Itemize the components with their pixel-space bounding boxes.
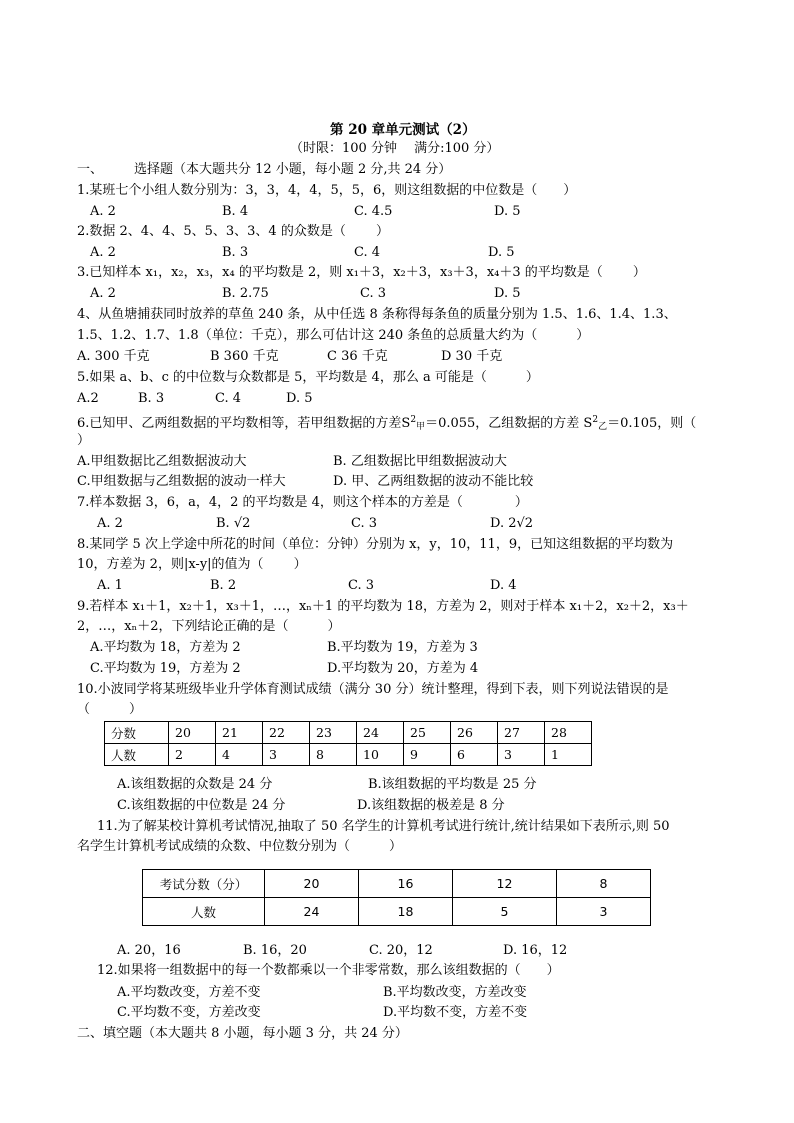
section-2-title: 二、填空题（本大题共 8 小题，每小题 3 分，共 24 分）	[77, 1026, 408, 1041]
q7-option-b: B. √2	[216, 516, 251, 531]
table-cell: 6	[451, 744, 498, 766]
table-row	[105, 744, 592, 766]
question-12-stem: 12.如果将一组数据中的每一个数都乘以一个非零常数，那么该组数据的（ ）	[97, 963, 560, 978]
table-cell: 8	[557, 870, 651, 898]
q4-option-a: A. 300 千克	[77, 349, 150, 364]
question-8-line1: 8.某同学 5 次上学途中所花的时间（单位：分钟）分别为 x，y，10，11，9，已知这组数据的平均数为	[77, 537, 674, 552]
q1-option-a: A. 2	[90, 204, 116, 219]
q10-option-c: C.该组数据的中位数是 24 分	[117, 798, 286, 813]
table-cell: 9	[404, 744, 451, 766]
q2-option-a: A. 2	[90, 245, 116, 260]
table-cell: 20	[169, 722, 216, 744]
question-5-stem: 5.如果 a、b、c 的中位数与众数都是 5，平均数是 4，那么 a 可能是（ ）	[77, 370, 539, 385]
question-9-line1: 9.若样本 x₁＋1，x₂＋1，x₃＋1，…，xₙ＋1 的平均数为 18，方差为 2，则对于样本 x₁＋2，x₂＋2，x₃＋	[77, 599, 689, 614]
q9-option-d: D.平均数为 20，方差为 4	[327, 661, 479, 676]
question-2-stem: 2.数据 2、4、4、5、5、3、3、4 的众数是（ ）	[77, 224, 389, 239]
question-9-line2: 2，…，xₙ＋2，下列结论正确的是（ ）	[77, 619, 341, 634]
q9-option-a: A.平均数为 18，方差为 2	[90, 640, 241, 655]
table-cell: 3	[263, 744, 310, 766]
table-cell: 22	[263, 722, 310, 744]
table-cell: 8	[310, 744, 357, 766]
q6-stem-part-a: 6.已知甲、乙两组数据的平均数相等，若甲组数据的方差	[77, 416, 402, 431]
q5-option-d: D. 5	[286, 391, 313, 406]
table-cell: 5	[453, 898, 557, 926]
question-4-line2: 1.5、1.2、1.7、1.8（单位：千克），那么可估计这 240 条鱼的总质量大约为（ ）	[77, 328, 590, 343]
table-row	[143, 870, 651, 898]
table-cell: 24	[265, 898, 359, 926]
q1-option-d: D. 5	[494, 204, 521, 219]
question-10-line1: 10.小波同学将某班级毕业升学体育测试成绩（满分 30 分）统计整理，得到下表，则下列说法错误的是	[77, 682, 669, 697]
q8-option-a: A. 1	[97, 578, 123, 593]
table-cell: 26	[451, 722, 498, 744]
q11-option-c: C. 20，12	[369, 943, 433, 958]
q12-option-c: C.平均数不变，方差改变	[117, 1005, 261, 1020]
q10-option-a: A.该组数据的众数是 24 分	[117, 777, 273, 792]
q9-option-c: C.平均数为 19，方差为 2	[90, 661, 241, 676]
section-title: 选择题（本大题共分 12 小题，每小题 2 分,共 24 分）	[134, 162, 452, 177]
q6-option-b: B. 乙组数据比甲组数据波动大	[333, 454, 507, 469]
question-6-stem	[77, 411, 696, 436]
q6-close-paren: ）	[77, 433, 91, 448]
q2-option-d: D. 5	[488, 245, 515, 260]
table-row	[143, 898, 651, 926]
q8-option-c: C. 3	[348, 578, 375, 593]
table-cell: 23	[310, 722, 357, 744]
q9-option-b: B.平均数为 19，方差为 3	[327, 640, 478, 655]
question-3-stem: 3.已知样本 x₁，x₂，x₃，x₄ 的平均数是 2，则 x₁＋3，x₂＋3，x₃＋3，x₄＋3 的平均数是（ ）	[77, 265, 646, 280]
q7-option-d: D. 2√2	[490, 516, 534, 531]
question-4-line1: 4、从鱼塘捕获同时放养的草鱼 240 条，从中任选 8 条称得每条鱼的质量分别为 1.5、1.6、1.4、1.3、	[77, 307, 677, 322]
q6-option-a: A.甲组数据比乙组数据波动大	[77, 454, 247, 469]
q3-option-d: D. 5	[494, 286, 521, 301]
table-cell: 18	[359, 898, 453, 926]
table-cell: 2	[169, 744, 216, 766]
q5-option-c: C. 4	[215, 391, 242, 406]
table-cell: 24	[357, 722, 404, 744]
q3-option-c: C. 3	[360, 286, 387, 301]
score-table-q11	[142, 869, 651, 926]
question-7-stem: 7.样本数据 3，6，a，4，2 的平均数是 4，则这个样本的方差是（ ）	[77, 495, 528, 510]
row-header: 人数	[143, 898, 265, 926]
q4-option-d: D 30 千克	[441, 349, 503, 364]
q5-option-b: B. 3	[138, 391, 165, 406]
q6-stem-part-c: ＝0.105，则（	[607, 416, 697, 431]
q12-option-a: A.平均数改变，方差不变	[117, 985, 261, 1000]
q6-option-d: D. 甲、乙两组数据的波动不能比较	[333, 474, 534, 489]
q10-option-d: D.该组数据的极差是 8 分	[357, 798, 505, 813]
q4-option-c: C 36 千克	[327, 349, 388, 364]
q8-option-b: B. 2	[210, 578, 237, 593]
question-8-line2: 10，方差为 2，则|x-y|的值为（ ）	[77, 557, 307, 572]
q3-option-b: B. 2.75	[222, 286, 269, 301]
row-header: 分数	[105, 722, 169, 744]
table-cell: 21	[216, 722, 263, 744]
table-cell: 10	[357, 744, 404, 766]
q11-option-d: D. 16，12	[503, 943, 568, 958]
q6-option-c: C.甲组数据与乙组数据的波动一样大	[77, 474, 286, 489]
row-header: 人数	[105, 744, 169, 766]
q3-option-a: A. 2	[90, 286, 116, 301]
table-cell: 20	[265, 870, 359, 898]
q2-option-c: C. 4	[354, 245, 381, 260]
table-cell: 25	[404, 722, 451, 744]
table-row	[105, 722, 592, 744]
q7-option-c: C. 3	[351, 516, 378, 531]
table-cell: 16	[359, 870, 453, 898]
page-title: 第 20 章单元测试（2）	[330, 122, 476, 138]
question-1-stem: 1.某班七个小组人数分别为：3，3，4，4，5，5，6，则这组数据的中位数是（ ）	[77, 183, 577, 198]
table-cell: 1	[545, 744, 592, 766]
question-11-line1: 11.为了解某校计算机考试情况,抽取了 50 名学生的计算机考试进行统计,统计结果如下表所示,则 50	[97, 819, 670, 834]
table-cell: 3	[498, 744, 545, 766]
score-table-q10	[104, 721, 592, 766]
page-subtitle: （时限：100 分钟 满分:100 分）	[290, 141, 500, 156]
q10-option-b: B.该组数据的平均数是 25 分	[368, 777, 537, 792]
table-cell: 28	[545, 722, 592, 744]
q12-option-d: D.平均数不变，方差不变	[383, 1005, 528, 1020]
q11-option-b: B. 16，20	[243, 943, 307, 958]
q6-variance-symbol-b: $S^2_乙$	[583, 415, 608, 432]
q5-option-a: A.2	[77, 391, 99, 406]
table-cell: 12	[453, 870, 557, 898]
q7-option-a: A. 2	[97, 516, 123, 531]
table-cell: 4	[216, 744, 263, 766]
table-cell: 3	[557, 898, 651, 926]
q4-option-b: B 360 千克	[210, 349, 279, 364]
question-11-line2: 名学生计算机考试成绩的众数、中位数分别为（ ）	[77, 839, 403, 854]
q1-option-c: C. 4.5	[354, 204, 393, 219]
q8-option-d: D. 4	[490, 578, 517, 593]
q1-option-b: B. 4	[222, 204, 249, 219]
section-number: 一、	[77, 162, 104, 177]
q12-option-b: B.平均数改变，方差改变	[383, 985, 527, 1000]
q2-option-b: B. 3	[222, 245, 249, 260]
q11-option-a: A. 20，16	[117, 943, 181, 958]
q6-stem-part-b: ＝0.055，乙组数据的方差	[425, 416, 580, 431]
row-header: 考试分数（分）	[143, 870, 265, 898]
table-cell: 27	[498, 722, 545, 744]
question-10-line2: （ ）	[77, 702, 143, 717]
q6-variance-symbol-a: $S^2_甲$	[401, 415, 426, 432]
